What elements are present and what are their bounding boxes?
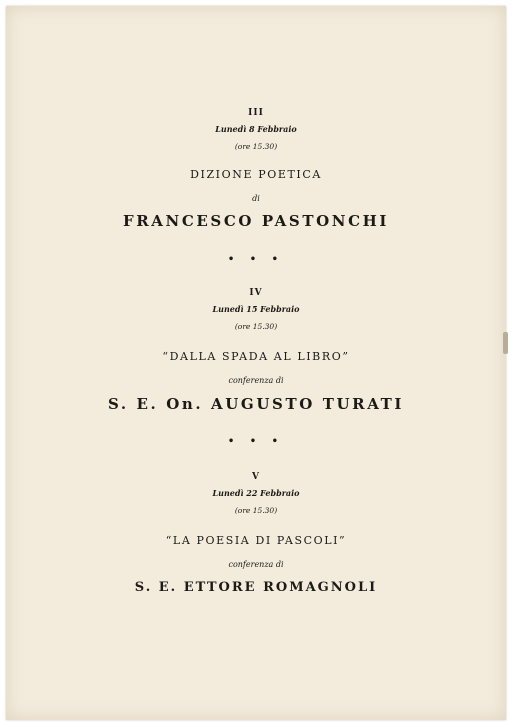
section-v-subject: “LA POESIA DI PASCOLI” — [165, 534, 347, 547]
section-v-date: Lunedì 22 Febbraio — [212, 488, 300, 498]
section-v-numeral: V — [252, 472, 260, 482]
program-page — [6, 6, 506, 720]
section-v-byline: conferenza di — [228, 560, 284, 569]
separator-dots-1: • • • — [227, 254, 285, 265]
section-iii-byline: di — [252, 194, 260, 203]
section-iv-numeral: IV — [249, 288, 263, 298]
section-iv-time: (ore 15.30) — [234, 322, 278, 331]
section-iii-date: Lunedì 8 Febbraio — [215, 124, 297, 134]
section-iv-speaker: S. E. On. AUGUSTO TURATI — [107, 395, 405, 413]
separator-dots-2: • • • — [227, 436, 285, 447]
section-iii-numeral: III — [248, 108, 264, 118]
section-iv-byline: conferenza di — [228, 376, 284, 385]
section-iii-subject: DIZIONE POETICA — [190, 168, 322, 181]
binding-mark — [503, 332, 508, 354]
section-iv-date: Lunedì 15 Febbraio — [212, 304, 300, 314]
section-iii-time: (ore 15.30) — [234, 142, 278, 151]
section-v-speaker: S. E. ETTORE ROMAGNOLI — [134, 580, 378, 595]
section-v-time: (ore 15.30) — [234, 506, 278, 515]
section-iv-subject: “DALLA SPADA AL LIBRO” — [162, 350, 350, 363]
section-iii-speaker: FRANCESCO PASTONCHI — [122, 212, 390, 230]
